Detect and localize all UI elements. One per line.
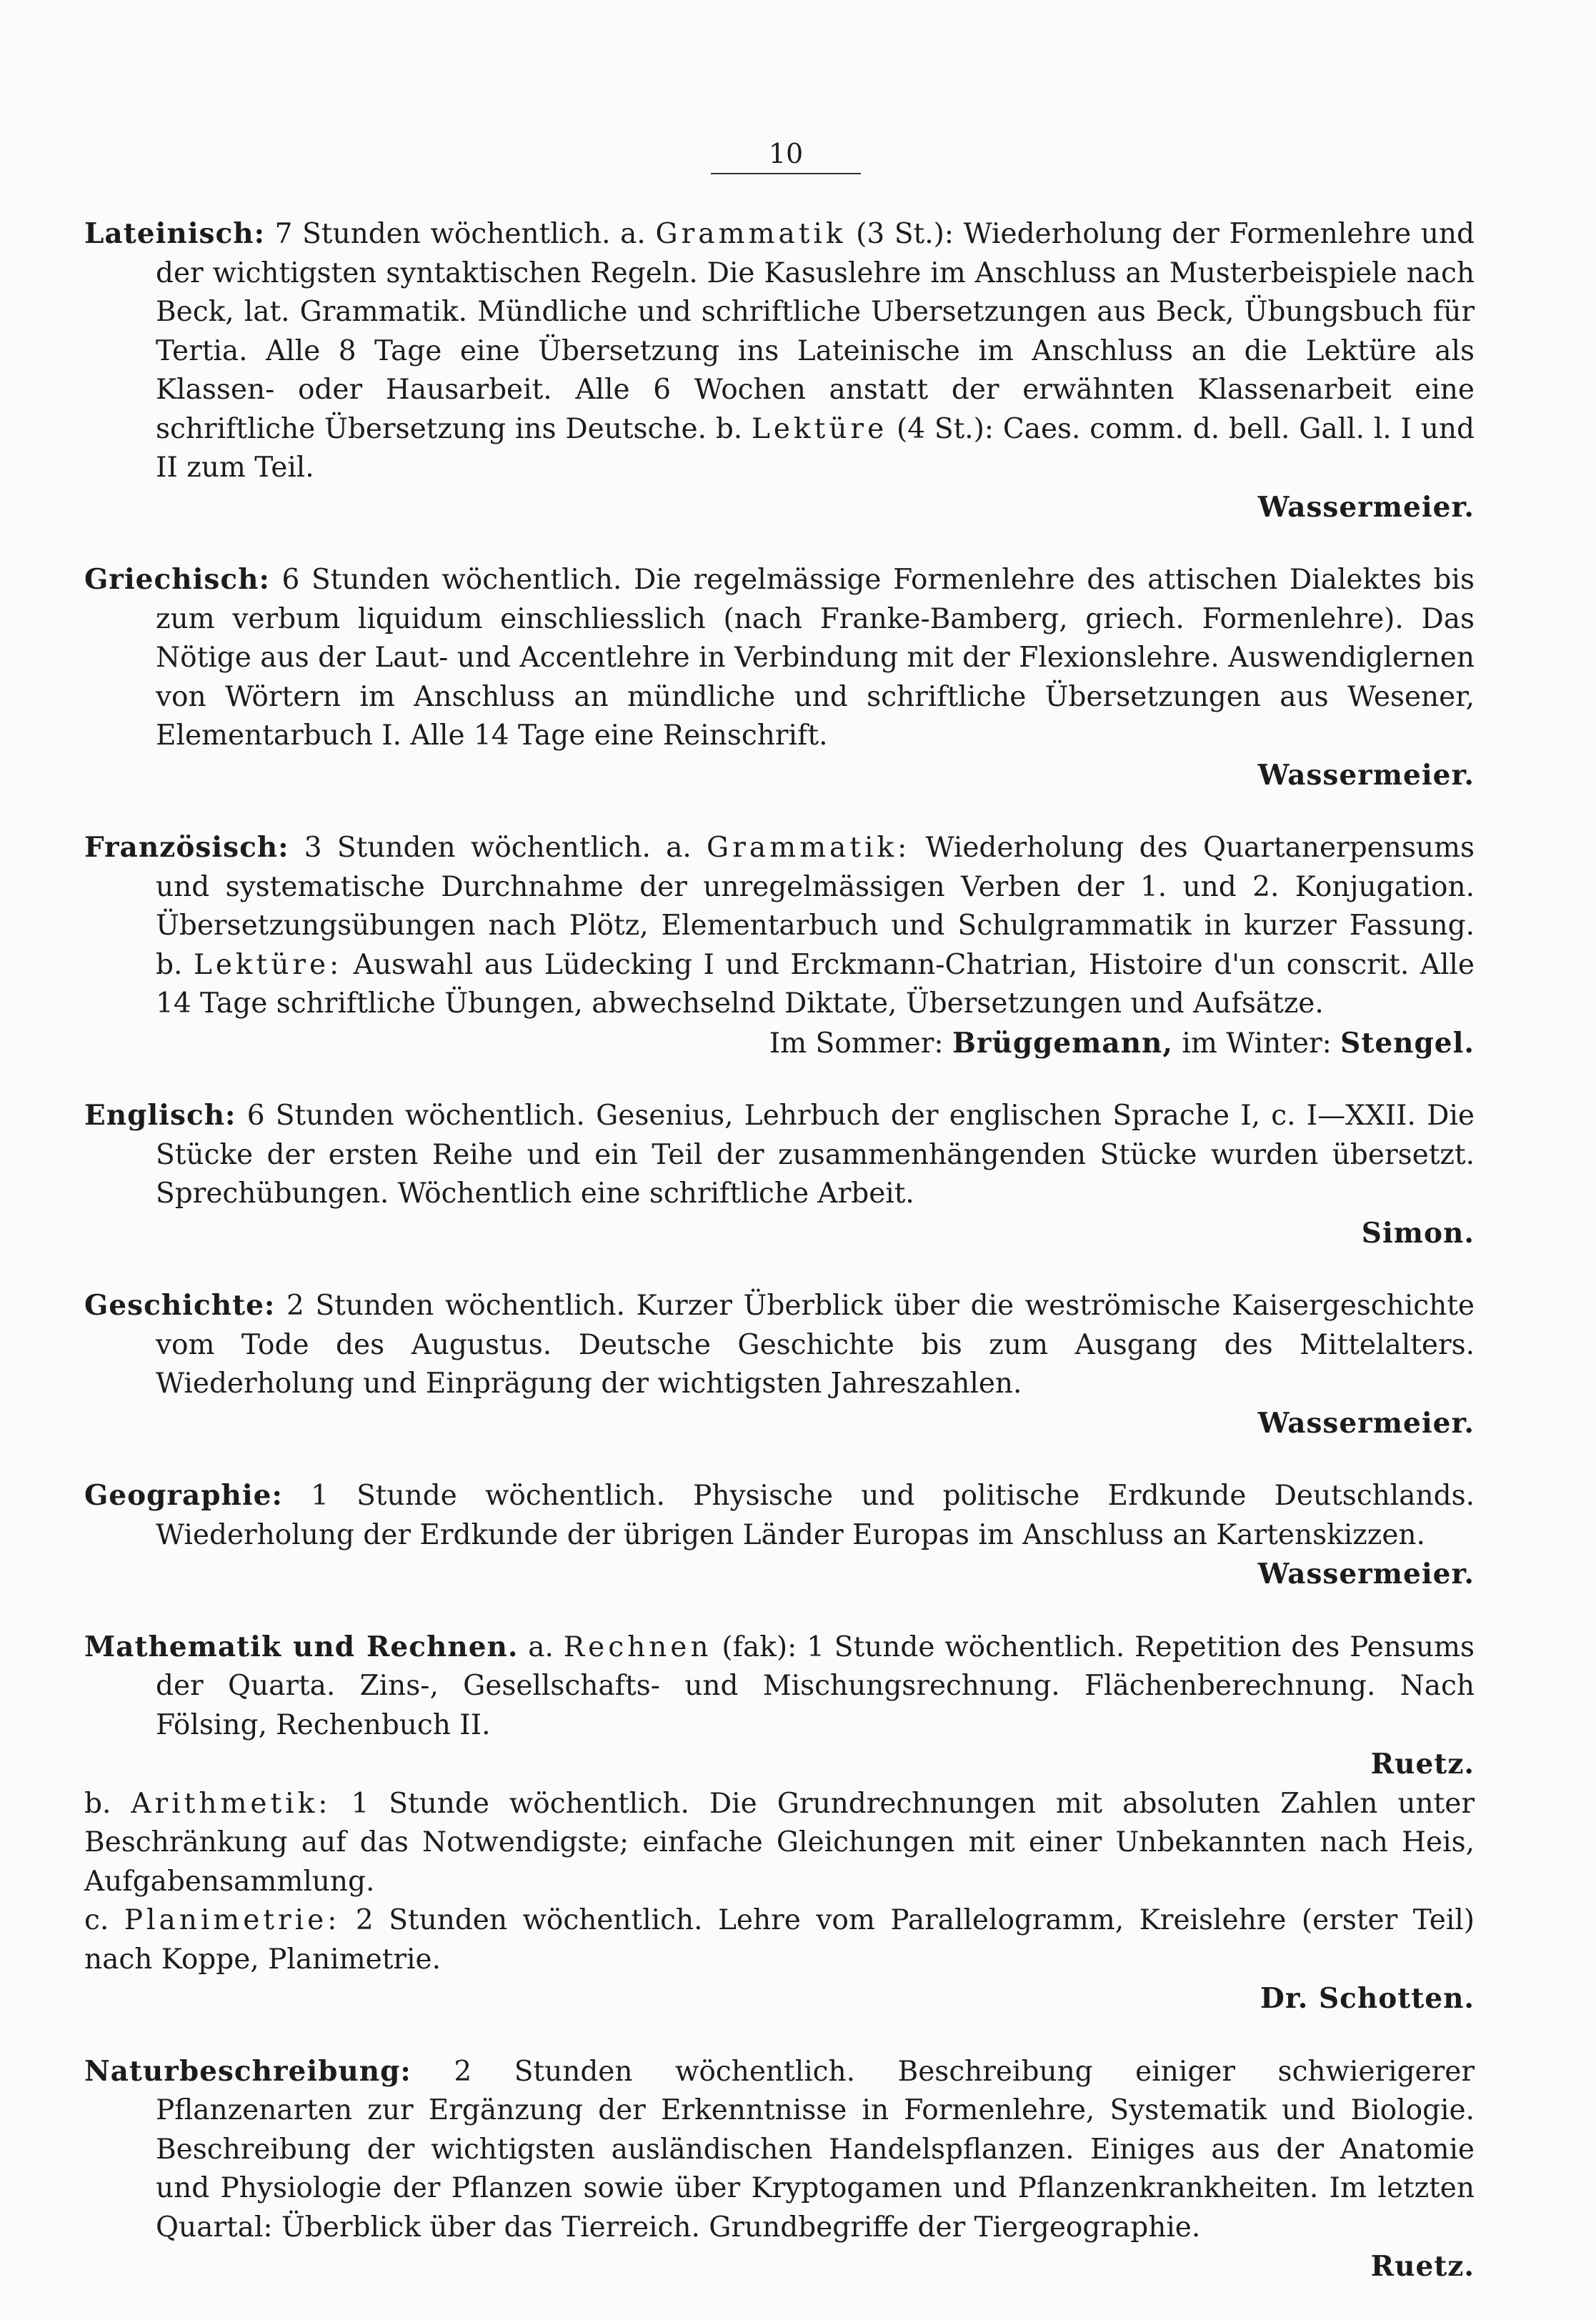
spaced-term: Grammatik bbox=[655, 218, 847, 250]
spaced-term: Arithmetik: bbox=[131, 1787, 331, 1820]
paragraph bbox=[84, 2052, 1475, 2248]
subject-heading: Französisch: bbox=[84, 831, 289, 864]
body-text: (4 St.): Caes. comm. d. bell. Gall. l. I und II zum Teil. bbox=[156, 412, 1475, 484]
body-text: b. bbox=[84, 1787, 131, 1820]
teacher-signature bbox=[84, 1745, 1475, 1785]
body-text: 2 Stunden wöchentlich. Lehre vom Parallelogramm, Kreislehre (erster Teil) nach Koppe, Planimetrie. bbox=[84, 1904, 1475, 1976]
teacher-name: Wassermeier. bbox=[1257, 490, 1475, 524]
body-text: Auswahl aus Lüdecking I und Erckmann-Chatrian, Histoire d'un conscrit. Alle 14 Tage schriftliche Übungen, abwechselnd Diktate, Übersetzungen und Aufsätze. bbox=[156, 948, 1475, 1020]
paragraph bbox=[84, 828, 1475, 1024]
teacher-name: Wassermeier. bbox=[1257, 758, 1475, 792]
body-text: 1 Stunde wöchentlich. Physische und politische Erdkunde Deutschlands. Wiederholung der Erdkunde der übrigen Länder Europas im Anschluss an Kartenskizzen. bbox=[156, 1480, 1475, 1551]
signature-text: im Winter: bbox=[1173, 1027, 1341, 1060]
teacher-signature bbox=[84, 1555, 1475, 1595]
teacher-name: Ruetz. bbox=[1370, 2250, 1475, 2283]
spaced-term: Grammatik: bbox=[707, 832, 911, 864]
body-text: 6 Stunden wöchentlich. Gesenius, Lehrbuch der englischen Sprache I, c. I—XXII. Die Stücke der ersten Reihe und ein Teil der zusammenhängenden Stücke wurden übersetzt. Sprechübungen. Wöchentlich eine schriftliche Arbeit. bbox=[156, 1100, 1475, 1210]
body-text: 2 Stunden wöchentlich. Beschreibung einiger schwierigerer Pflanzenarten zur Ergänzung der Erkenntnisse in Formenlehre, Systematik und Biologie. Beschreibung der wichtigsten ausländischen Handelspflanzen. Einiges aus der Anatomie und Physiologie der Pflanzen sowie über Kryptogamen und Pflanzenkrankheiten. Im letzten Quartal: Überblick über das Tierreich. Grundbegriffe der Tiergeographie. bbox=[156, 2055, 1475, 2244]
paragraph bbox=[84, 560, 1475, 756]
teacher-name: Wassermeier. bbox=[1257, 1406, 1475, 1440]
body-text: (fak): 1 Stunde wöchentlich. Repetition des Pensums der Quarta. Zins-, Gesellschafts- und Mischungsrechnung. Flächenberechnung. Nach Fölsing, Rechenbuch II. bbox=[156, 1631, 1475, 1741]
teacher-name: Brüggemann, bbox=[952, 1026, 1173, 1060]
teacher-signature bbox=[84, 1024, 1475, 1064]
page-number: 10 bbox=[711, 136, 861, 174]
section-griechisch bbox=[84, 560, 1475, 795]
teacher-name: Wassermeier. bbox=[1257, 1558, 1475, 1590]
body-text: 7 Stunden wöchentlich. a. bbox=[264, 218, 656, 250]
subject-heading: Griechisch: bbox=[84, 563, 270, 596]
body-text: c. bbox=[84, 1904, 124, 1936]
teacher-name: Ruetz. bbox=[1370, 1748, 1475, 1781]
section-geschichte bbox=[84, 1286, 1475, 1443]
spaced-term: Lektüre: bbox=[193, 948, 343, 981]
teacher-signature bbox=[84, 1214, 1475, 1254]
spaced-term: Lektüre bbox=[752, 412, 888, 445]
subsection-planimetrie bbox=[84, 1901, 1475, 1979]
teacher-signature bbox=[84, 756, 1475, 796]
section-geographie bbox=[84, 1476, 1475, 1595]
section-mathematik bbox=[84, 1628, 1475, 2019]
section-englisch bbox=[84, 1096, 1475, 1253]
subject-heading: Naturbeschreibung: bbox=[84, 2054, 412, 2088]
teacher-signature bbox=[84, 488, 1475, 528]
section-franzoesisch bbox=[84, 828, 1475, 1063]
subject-heading: Englisch: bbox=[84, 1099, 236, 1132]
body-text: (3 St.): Wiederholung der Formenlehre und der wichtigsten syntaktischen Regeln. Die Kasuslehre im Anschluss an Musterbeispiele nach Beck, lat. Grammatik. Mündliche und schriftliche Ubersetzungen aus Beck, Übungsbuch für Tertia. Alle 8 Tage eine Übersetzung ins Lateinische im Anschluss an die Lektüre als Klassen- oder Hausarbeit. Alle 6 Wochen anstatt der erwähnten Klassenarbeit eine schriftliche Übersetzung ins Deutsche. b. bbox=[156, 218, 1475, 445]
teacher-name: Dr. Schotten. bbox=[1260, 1982, 1475, 2015]
spaced-term: Planimetrie: bbox=[124, 1904, 341, 1936]
section-naturbeschreibung bbox=[84, 2052, 1475, 2287]
signature-text: Im Sommer: bbox=[769, 1027, 952, 1060]
body-text: Wiederholung des Quartanerpensums und systematische Durchnahme der unregelmässigen Verben der 1. und 2. Konjugation. Übersetzungsübungen nach Plötz, Elementarbuch und Schulgrammatik in kurzer Fassung. b. bbox=[156, 832, 1475, 981]
body-text: 1 Stunde wöchentlich. Die Grundrechnungen mit absoluten Zahlen unter Beschränkung auf das Notwendigste; einfache Gleichungen mit einer Unbekannten nach Heis, Aufgabensammlung. bbox=[84, 1787, 1475, 1898]
paragraph bbox=[84, 1096, 1475, 1214]
body-text: 3 Stunden wöchentlich. a. bbox=[289, 832, 707, 864]
paragraph bbox=[84, 1628, 1475, 1746]
teacher-signature bbox=[84, 1979, 1475, 2019]
subject-heading: Geographie: bbox=[84, 1479, 283, 1512]
teacher-name: Stengel. bbox=[1340, 1026, 1475, 1060]
section-latein bbox=[84, 214, 1475, 527]
teacher-name: Simon. bbox=[1361, 1216, 1475, 1250]
paragraph bbox=[84, 214, 1475, 488]
body-text: 6 Stunden wöchentlich. Die regelmässige Formenlehre des attischen Dialektes bis zum verbum liquidum einschliesslich (nach Franke-Bamberg, griech. Formenlehre). Das Nötige aus der Laut- und Accentlehre in Verbindung mit der Flexionslehre. Auswendiglernen von Wörtern im Anschluss an mündliche und schriftliche Übersetzungen aus Wesener, Elementarbuch I. Alle 14 Tage eine Reinschrift. bbox=[156, 564, 1475, 752]
curriculum-text bbox=[84, 214, 1475, 2320]
teacher-signature bbox=[84, 2247, 1475, 2287]
paragraph bbox=[84, 1286, 1475, 1404]
subsection-arithmetik bbox=[84, 1785, 1475, 1902]
subject-heading: Mathematik und Rechnen. bbox=[84, 1630, 519, 1663]
subject-heading: Lateinisch: bbox=[84, 217, 265, 250]
subject-heading: Geschichte: bbox=[84, 1289, 276, 1322]
teacher-signature bbox=[84, 1404, 1475, 1444]
spaced-term: Rechnen bbox=[563, 1631, 712, 1663]
body-text: 2 Stunden wöchentlich. Kurzer Überblick über die weströmische Kaisergeschichte vom Tode des Augustus. Deutsche Geschichte bis zum Ausgang des Mittelalters. Wiederholung und Einprägung der wichtigsten Jahreszahlen. bbox=[156, 1290, 1475, 1400]
paragraph bbox=[84, 1476, 1475, 1555]
body-text: a. bbox=[518, 1631, 564, 1663]
